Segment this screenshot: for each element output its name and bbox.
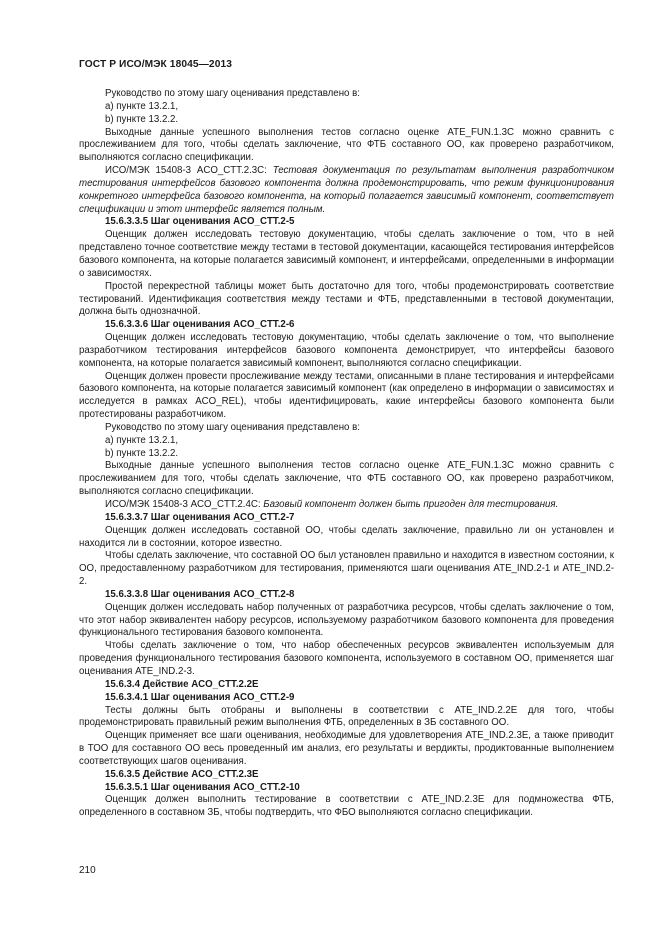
section-heading: 15.6.3.3.8 Шаг оценивания ACO_CTT.2-8 bbox=[105, 588, 295, 600]
standard-reference-paragraph bbox=[79, 165, 614, 216]
list-item: b) пункте 13.2.2. bbox=[105, 447, 179, 459]
list-item: b) пункте 13.2.2. bbox=[105, 113, 179, 125]
list-item: a) пункте 13.2.1, bbox=[105, 100, 179, 112]
paragraph: Чтобы сделать заключение, что составной ОО был установлен правильно и находится в известном состоянии, к ОО, предоставленному разработчиком для тестирования, применяются шаги оценивания ATE_IND.2-1 и ATE_IND.2-2. bbox=[79, 550, 614, 588]
paragraph: Оценщик должен выполнить тестирование в соответствии с ATE_IND.2.3E для подмножества ФТБ, определенного в составном ЗБ, чтобы подтвердить, что ФБО выполняются согласно спецификации. bbox=[79, 794, 614, 819]
document-body bbox=[79, 88, 614, 820]
section-heading: 15.6.3.3.5 Шаг оценивания ACO_CTT.2-5 bbox=[105, 216, 295, 228]
paragraph: Оценщик применяет все шаги оценивания, необходимые для удовлетворения ATE_IND.2.3E, а также приводит в ТОО для составного ОО весь проведенный им анализ, его результаты и вердикты, продиктованные выполнением соответствующих шагов оценивания. bbox=[79, 730, 614, 767]
paragraph: Руководство по этому шагу оценивания представлено в: bbox=[105, 421, 360, 433]
list-item: a) пункте 13.2.1, bbox=[105, 434, 179, 446]
section-heading: 15.6.3.3.7 Шаг оценивания ACO_CTT.2-7 bbox=[105, 511, 295, 523]
section-heading: 15.6.3.4 Действие ACO_CTT.2.2E bbox=[105, 678, 259, 690]
reference-requirement: Тестовая документация по результатам выполнения разработчиком тестирования интерфейсов базового компонента должна продемонстрировать, что режим функционирования конкретного интерфейса базового компонента, на который полагается зависимый компонент, соответствует спецификации и этот интерфейс является полным. bbox=[79, 165, 614, 215]
section-heading: 15.6.3.5.1 Шаг оценивания ACO_CTT.2-10 bbox=[105, 781, 300, 793]
paragraph: Оценщик должен исследовать составной ОО, чтобы сделать заключение, правильно ли он установлен и находится ли в состоянии, которое известно. bbox=[79, 524, 614, 549]
paragraph: Выходные данные успешного выполнения тестов согласно оценке ATE_FUN.1.3C можно сравнить с прослеживанием для того, чтобы сделать заключение, что ФТБ составного ОО, как проверено разработчиком, выполняются согласно спецификации. bbox=[79, 460, 614, 498]
paragraph: Чтобы сделать заключение о том, что набор обеспеченных ресурсов эквивалентен используемым для проведения функционального тестирования базового компонента, используемого в составном ОО, применяется шаг оценивания ATE_IND.2-3. bbox=[79, 640, 614, 677]
reference-code: ИСО/МЭК 15408-3 ACO_CTT.2.3C: bbox=[105, 165, 273, 177]
section-heading: 15.6.3.4.1 Шаг оценивания ACO_CTT.2-9 bbox=[105, 691, 295, 703]
paragraph: Руководство по этому шагу оценивания представлено в: bbox=[105, 88, 360, 99]
paragraph: Оценщик должен исследовать тестовую документацию, чтобы сделать заключение о том, что выполнение разработчиком тестирования интерфейсов базового компонента демонстрирует, что интерфейсы базового компонента, на которые полагается зависимый компонент, выполняются согласно спецификации. bbox=[79, 332, 614, 369]
reference-code: ИСО/МЭК 15408-3 ACO_CTT.2.4C: bbox=[105, 499, 264, 510]
paragraph: Оценщик должен провести прослеживание между тестами, описанными в плане тестирования и интерфейсами базового компонента, на которые полагается зависимый компонент (как определено в информации о зависимостях и исследуется в рамках ACO_REL), чтобы идентифицировать, какие интерфейсы базового компонента были протестированы разработчиком. bbox=[79, 370, 614, 421]
page-number: 210 bbox=[79, 865, 96, 876]
paragraph: Простой перекрестной таблицы может быть достаточно для того, чтобы продемонстрировать соответствие тестирований. Идентификация соответствия между тестами и ФТБ, представленными в тестовой документации, должна быть однозначной. bbox=[79, 280, 614, 318]
paragraph: Тесты должны быть отобраны и выполнены в соответствии с ATE_IND.2.2E для того, чтобы продемонстрировать правильный режим выполнения ФТБ, определенных в ЗБ составного ОО. bbox=[79, 704, 614, 729]
document-header: ГОСТ Р ИСО/МЭК 18045—2013 bbox=[79, 59, 232, 70]
paragraph: Выходные данные успешного выполнения тестов согласно оценке ATE_FUN.1.3C можно сравнить с прослеживанием для того, чтобы сделать заключение, что ФТБ составного ОО, как проверено разработчиком, выполняются согласно спецификации. bbox=[79, 126, 614, 164]
standard-reference-paragraph bbox=[79, 499, 614, 512]
section-heading: 15.6.3.3.6 Шаг оценивания ACO_CTT.2-6 bbox=[105, 319, 295, 331]
paragraph: Оценщик должен исследовать тестовую документацию, чтобы сделать заключение о том, что в ней представлено точное соответствие между тестами в тестовой документации, касающейся тестирования интерфейсов базового компонента, на которые полагается зависимый компонент, и интерфейсами, определенными в информации о зависимостях. bbox=[79, 229, 614, 279]
reference-requirement: Базовый компонент должен быть пригоден для тестирования. bbox=[263, 499, 559, 510]
paragraph: Оценщик должен исследовать набор полученных от разработчика ресурсов, чтобы сделать заключение о том, что этот набор эквивалентен набору ресурсов, используемому разработчиком базового компонента для проведения функционального тестирования базового компонента. bbox=[79, 601, 614, 639]
section-heading: 15.6.3.5 Действие ACO_CTT.2.3E bbox=[105, 768, 259, 780]
